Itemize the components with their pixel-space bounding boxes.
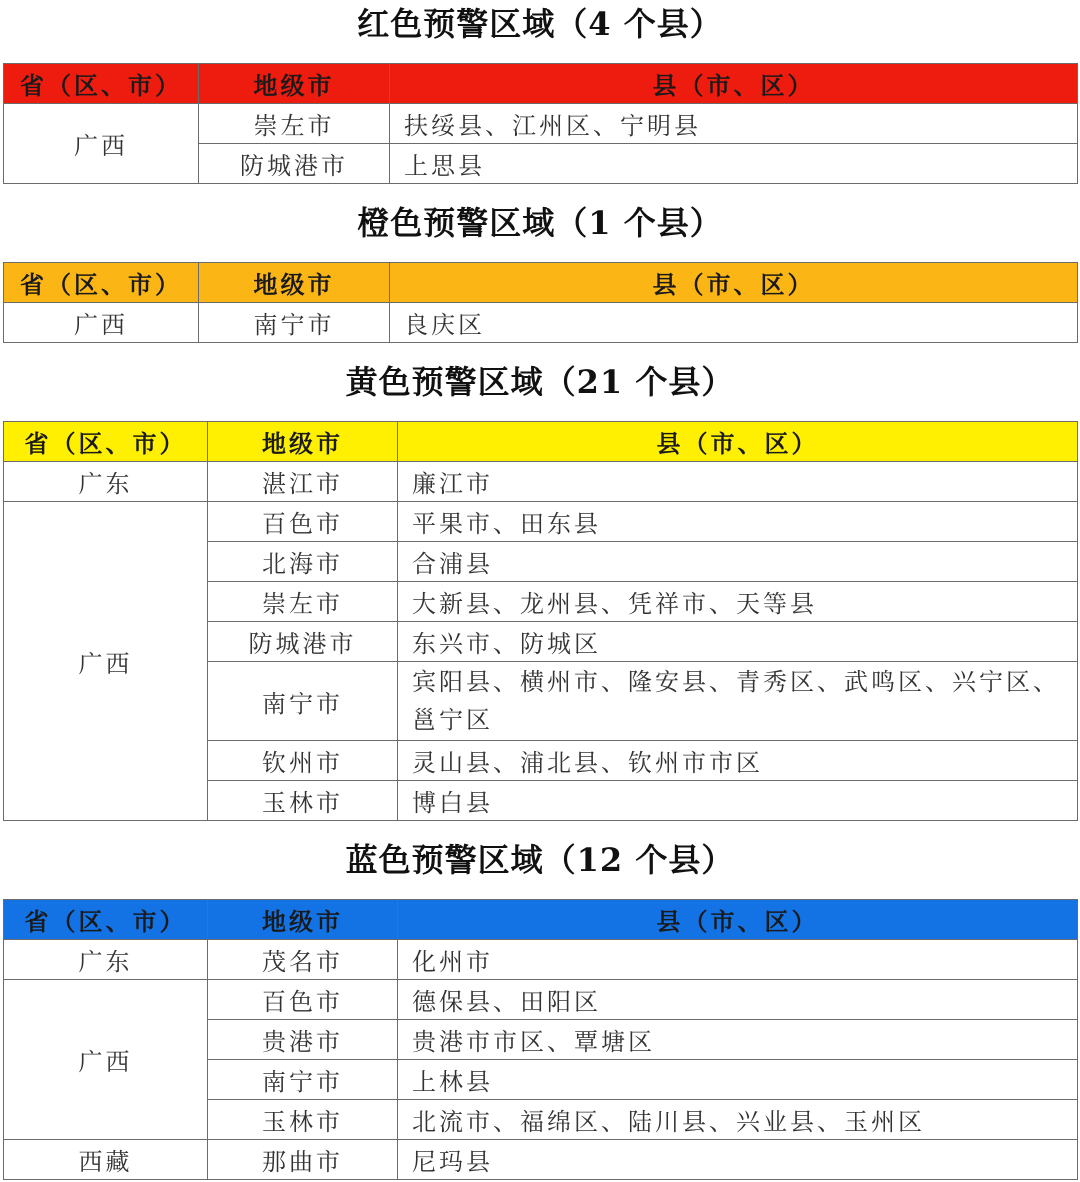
- header-province: 省（区、市）: [4, 422, 208, 462]
- city-cell: 钦州市: [208, 741, 398, 781]
- orange-warning-table: [3, 262, 1078, 343]
- province-cell: 广西: [4, 303, 199, 343]
- city-cell: 防城港市: [199, 144, 390, 184]
- header-county: 县（市、区）: [398, 422, 1078, 462]
- blue-section-title: 蓝色预警区域（12 个县）: [345, 841, 735, 879]
- county-cell: 德保县、田阳区: [398, 980, 1078, 1020]
- province-cell: 广东: [4, 462, 208, 502]
- header-county: 县（市、区）: [390, 263, 1078, 303]
- county-cell: 上林县: [398, 1060, 1078, 1100]
- red-warning-table: [3, 63, 1078, 184]
- header-province: 省（区、市）: [4, 900, 208, 940]
- county-cell: 扶绥县、江州区、宁明县: [390, 104, 1078, 144]
- header-city: 地级市: [199, 64, 390, 104]
- city-cell: 茂名市: [208, 940, 398, 980]
- county-cell: 宾阳县、横州市、隆安县、青秀区、武鸣区、兴宁区、邕宁区: [398, 662, 1078, 741]
- city-cell: 湛江市: [208, 462, 398, 502]
- header-county: 县（市、区）: [398, 900, 1078, 940]
- header-province: 省（区、市）: [4, 64, 199, 104]
- county-cell: 廉江市: [398, 462, 1078, 502]
- header-city: 地级市: [208, 900, 398, 940]
- city-cell: 那曲市: [208, 1140, 398, 1180]
- red-section-title: 红色预警区域（4 个县）: [357, 5, 723, 43]
- city-cell: 南宁市: [199, 303, 390, 343]
- city-cell: 南宁市: [208, 662, 398, 741]
- city-cell: 崇左市: [199, 104, 390, 144]
- county-cell: 北流市、福绵区、陆川县、兴业县、玉州区: [398, 1100, 1078, 1140]
- county-cell: 合浦县: [398, 542, 1078, 582]
- city-cell: 玉林市: [208, 1100, 398, 1140]
- province-cell: 广西: [4, 980, 208, 1140]
- table-header-row: [4, 263, 1078, 303]
- table-header-row: [4, 422, 1078, 462]
- table-header-row: [4, 900, 1078, 940]
- province-cell: 西藏: [4, 1140, 208, 1180]
- header-province: 省（区、市）: [4, 263, 199, 303]
- county-cell: 大新县、龙州县、凭祥市、天等县: [398, 582, 1078, 622]
- yellow-section-title: 黄色预警区域（21 个县）: [345, 363, 735, 401]
- county-cell: 尼玛县: [398, 1140, 1078, 1180]
- county-cell: 博白县: [398, 781, 1078, 821]
- county-cell: 灵山县、浦北县、钦州市市区: [398, 741, 1078, 781]
- orange-section-title: 橙色预警区域（1 个县）: [357, 204, 723, 242]
- table-row: [4, 980, 1078, 1020]
- province-cell: 广西: [4, 502, 208, 821]
- county-cell: 良庆区: [390, 303, 1078, 343]
- province-cell: 广西: [4, 104, 199, 184]
- city-cell: 防城港市: [208, 622, 398, 662]
- city-cell: 百色市: [208, 980, 398, 1020]
- table-row: [4, 502, 1078, 542]
- table-row: [4, 104, 1078, 144]
- table-row: [4, 462, 1078, 502]
- table-row: [4, 940, 1078, 980]
- county-cell: 平果市、田东县: [398, 502, 1078, 542]
- province-cell: 广东: [4, 940, 208, 980]
- table-header-row: [4, 64, 1078, 104]
- blue-warning-table: [3, 899, 1078, 1180]
- city-cell: 北海市: [208, 542, 398, 582]
- header-city: 地级市: [208, 422, 398, 462]
- county-cell: 化州市: [398, 940, 1078, 980]
- table-row: [4, 1140, 1078, 1180]
- city-cell: 南宁市: [208, 1060, 398, 1100]
- city-cell: 百色市: [208, 502, 398, 542]
- city-cell: 崇左市: [208, 582, 398, 622]
- yellow-warning-table: [3, 421, 1078, 821]
- county-cell: 东兴市、防城区: [398, 622, 1078, 662]
- header-city: 地级市: [199, 263, 390, 303]
- county-cell: 上思县: [390, 144, 1078, 184]
- city-cell: 贵港市: [208, 1020, 398, 1060]
- header-county: 县（市、区）: [390, 64, 1078, 104]
- county-cell: 贵港市市区、覃塘区: [398, 1020, 1078, 1060]
- table-row: [4, 303, 1078, 343]
- city-cell: 玉林市: [208, 781, 398, 821]
